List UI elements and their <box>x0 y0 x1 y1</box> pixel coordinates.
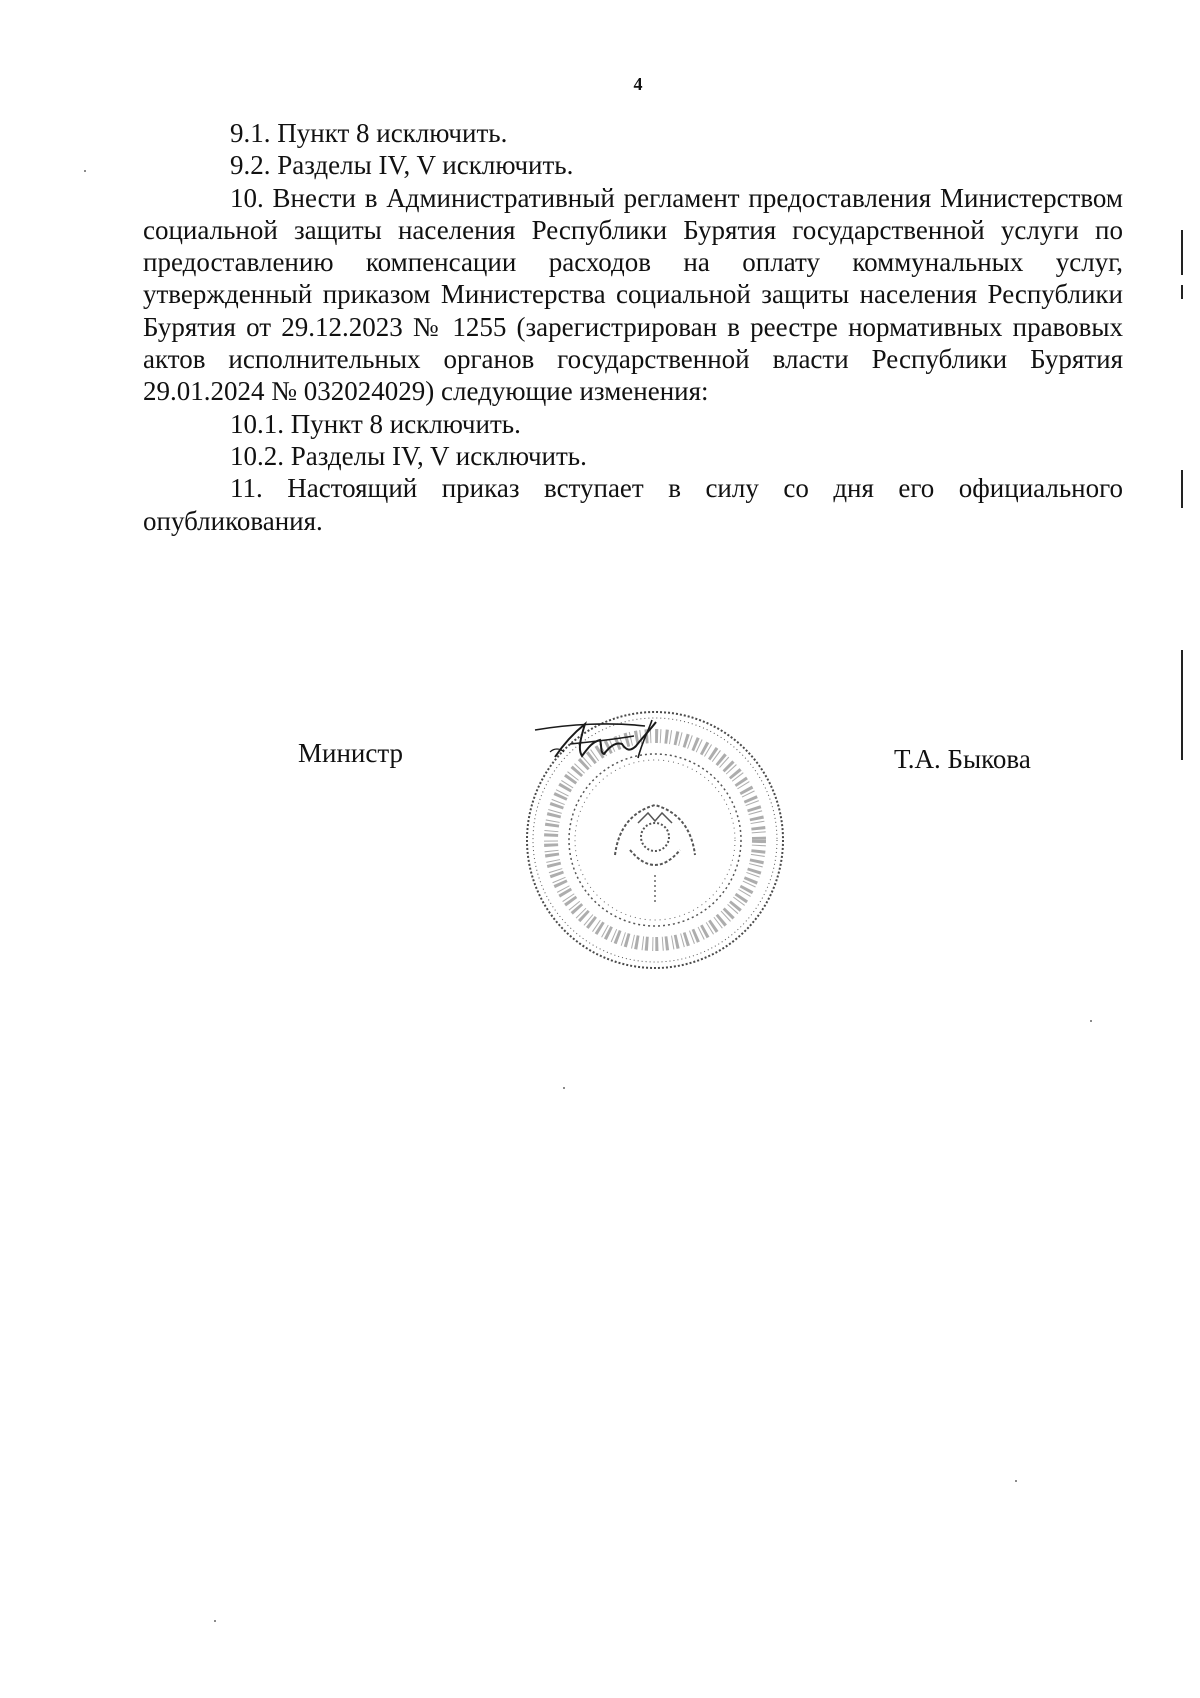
paragraph-10-2: 10.2. Разделы IV, V исключить. <box>230 440 587 471</box>
scan-speck <box>1015 1480 1017 1482</box>
handwritten-signature-icon <box>530 712 690 772</box>
scan-speck <box>1090 1020 1092 1022</box>
scan-edge-mark <box>1181 470 1183 508</box>
scan-speck <box>214 1620 216 1622</box>
scan-speck <box>84 170 86 172</box>
page-number: 4 <box>633 74 643 94</box>
scan-edge-mark <box>1181 285 1183 299</box>
scan-edge-mark <box>1181 230 1183 275</box>
scan-speck <box>563 1087 565 1089</box>
paragraph-9-1: 9.1. Пункт 8 исключить. <box>230 118 508 148</box>
paragraph-10-1: 10.1. Пункт 8 исключить. <box>230 408 521 439</box>
paragraph-9-2: 9.2. Разделы IV, V исключить. <box>230 150 574 181</box>
paragraph-11: 11. Настоящий приказ вступает в силу со дня его официального опубликования. <box>143 473 1123 536</box>
signature-position-title: Министр <box>298 738 403 768</box>
signer-name: Т.А. Быкова <box>894 744 1031 774</box>
paragraph-10: 10. Внести в Административный регламент предоставления Министерством социальной защиты населения Республики Бурятия государственной услуги по предоставлению компенсации расходов на оплату коммунальных услуг, утвержденный приказом Министерства социальной защиты населения Республики Бурятия от 29.12.2023 № 1255 (зарегистрирован в реестре нормативных правовых актов исполнительных органов государственной власти Республики Бурятия 29.01.2024 № 032024029) следующие изменения: <box>143 182 1123 407</box>
document-body <box>143 117 1123 537</box>
scan-edge-mark <box>1181 650 1183 760</box>
